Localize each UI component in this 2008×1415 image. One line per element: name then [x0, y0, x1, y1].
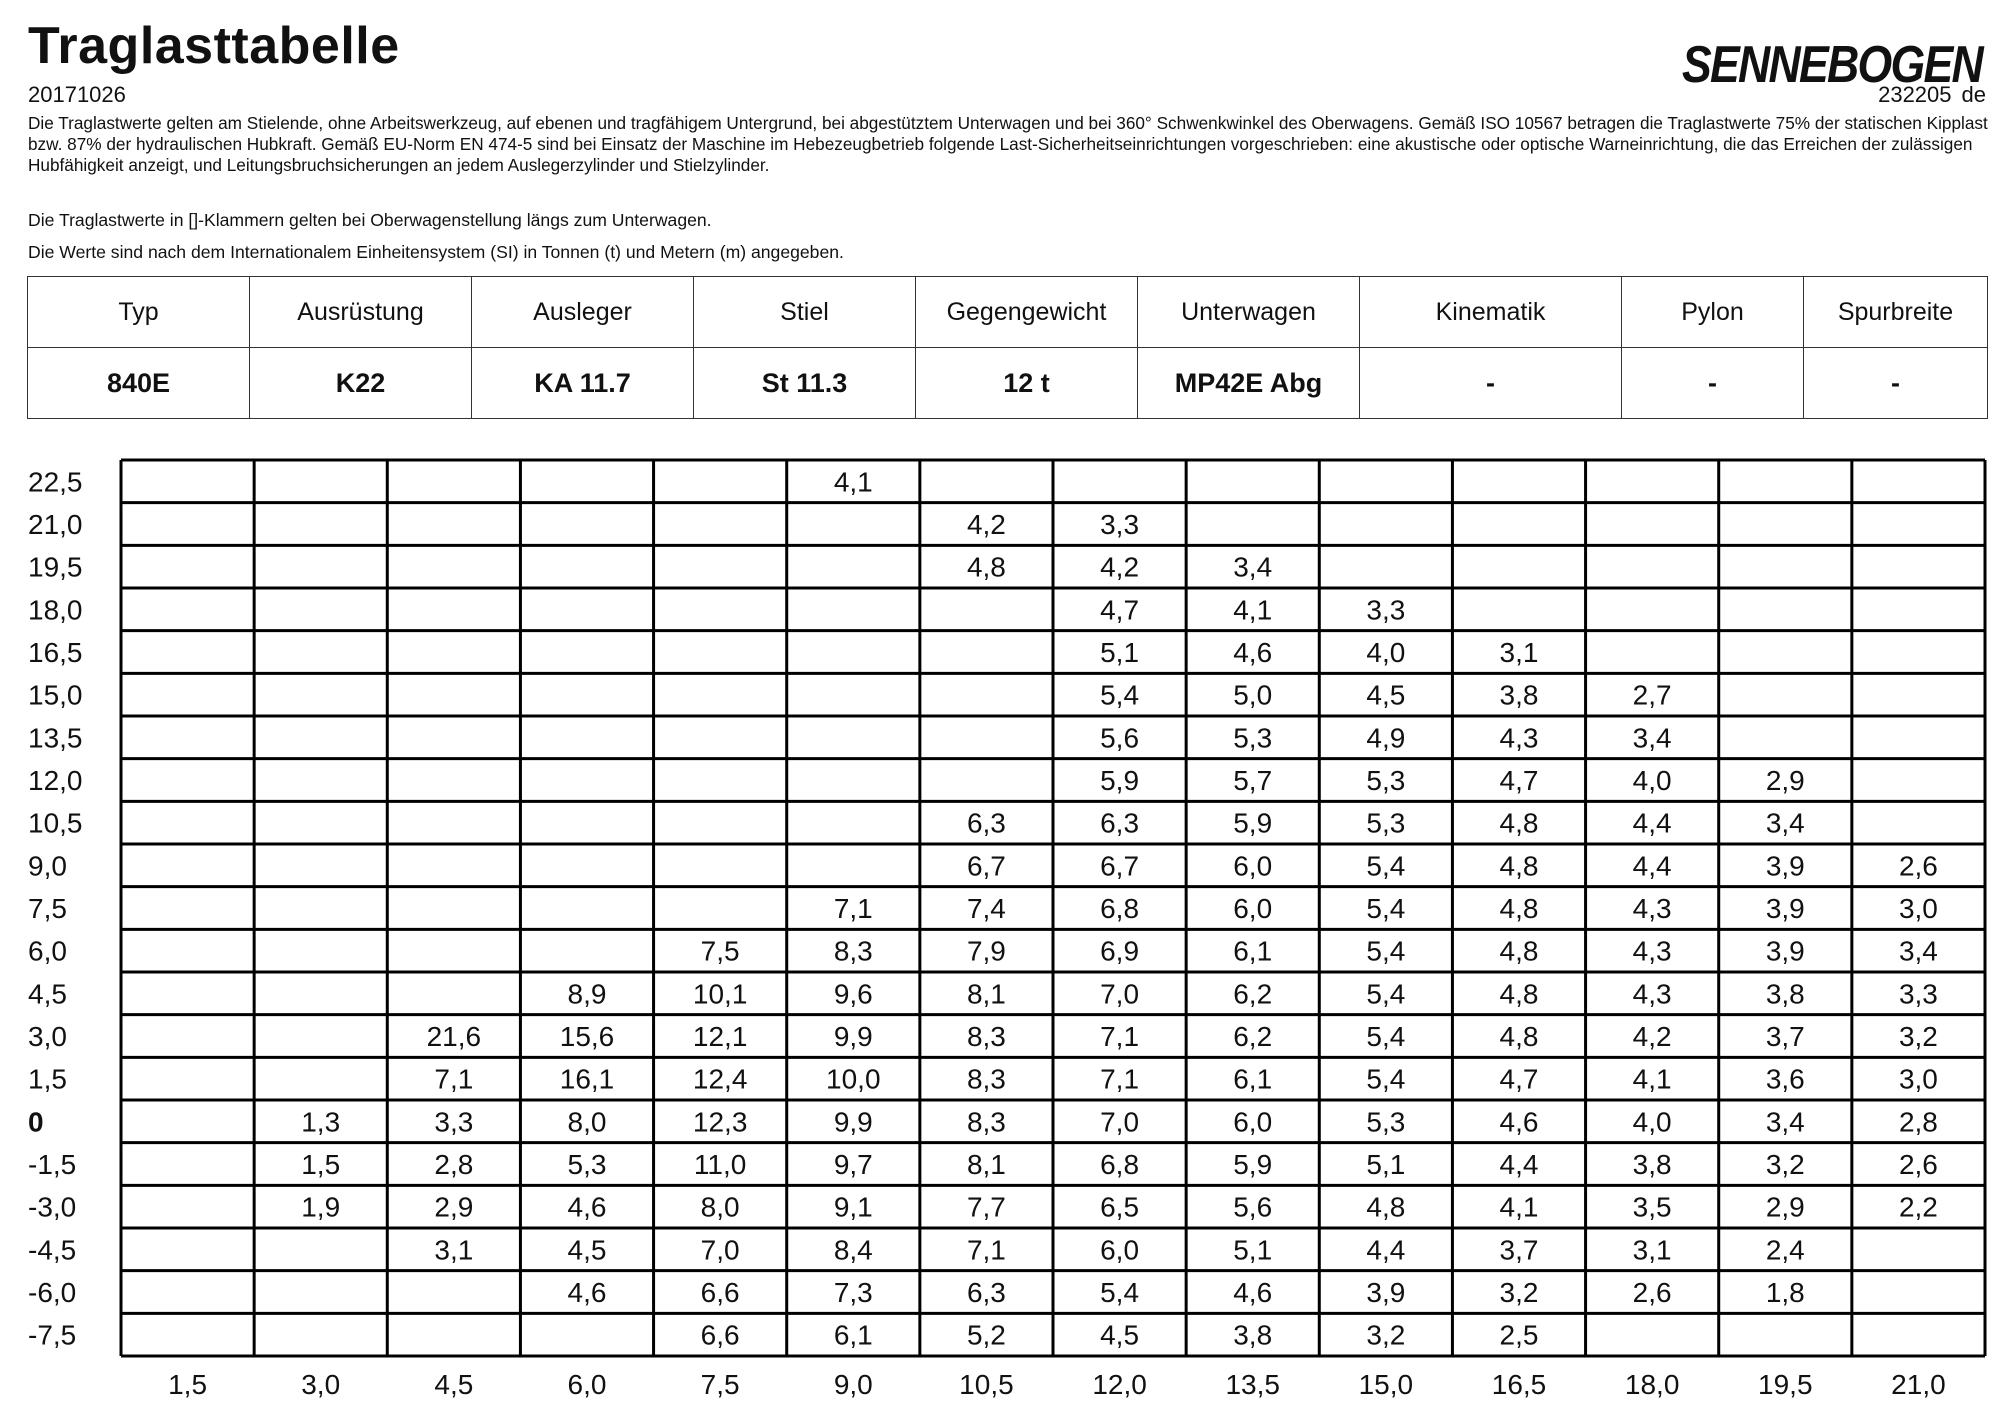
load-value: 8,3: [966, 1063, 1006, 1095]
load-value: 6,1: [833, 1319, 873, 1351]
load-value: 4,8: [1499, 978, 1539, 1010]
load-value: 3,4: [1632, 722, 1672, 754]
load-value: 4,4: [1499, 1149, 1539, 1180]
spec-value-cell: 12 t: [916, 348, 1138, 419]
load-value: 5,3: [567, 1149, 607, 1180]
load-value: 5,9: [1233, 1149, 1273, 1180]
load-value: 8,3: [966, 1021, 1006, 1052]
load-value: 6,6: [700, 1277, 740, 1308]
y-axis-label: 15,0: [28, 679, 83, 711]
load-value: 4,3: [1499, 722, 1539, 754]
load-value: 3,3: [1100, 509, 1140, 540]
load-value: 2,9: [1765, 765, 1805, 796]
load-value: 3,5: [1632, 1191, 1672, 1223]
load-value: 6,5: [1100, 1191, 1140, 1223]
load-value: 7,0: [700, 1234, 740, 1266]
load-value: 7,0: [1100, 978, 1140, 1010]
load-value: 4,8: [1499, 935, 1539, 967]
document-id: 232205: [1878, 82, 1952, 107]
intro-text: Die Traglastwerte gelten am Stielende, ohne Arbeitswerkzeug, auf ebenen und tragfähigem Untergrund, bei abgestütztem Unterwagen und bei 360° Schwenkwinkel des Oberwagens. Gemäß ISO 10567 betragen die Traglastwerte 75% der statischen Kipplast bzw. 87% der hydraulischen Hubkraft. Gemäß EU-Norm EN 474-5 sind bei Einsatz der Maschine im Hebezeugbetrieb folgende Last-Sicherheitseinrichtungen vorgeschrieben: eine akustische oder optische Warneinrichtung, die das Erreichen der zulässigen Hubfähigkeit anzeigt, und Leitungsbruchsicherungen an jedem Auslegerzylinder und Stielzylinder.: [28, 113, 1988, 175]
spec-value-cell: MP42E Abg: [1138, 348, 1360, 419]
y-axis-label: -1,5: [28, 1149, 77, 1180]
load-value: 5,7: [1233, 765, 1273, 796]
load-value: 9,6: [833, 978, 873, 1010]
spec-header-cell: Typ: [28, 277, 250, 348]
spec-header-cell: Ausrüstung: [250, 277, 472, 348]
load-value: 7,7: [966, 1191, 1006, 1223]
load-value: 7,0: [1100, 1106, 1140, 1138]
load-value: 3,4: [1765, 1106, 1805, 1138]
load-value: 3,2: [1898, 1021, 1938, 1052]
load-value: 4,4: [1366, 1234, 1406, 1266]
load-value: 5,6: [1233, 1191, 1273, 1223]
load-value: 3,4: [1765, 807, 1805, 839]
y-axis-label: 18,0: [28, 594, 83, 626]
load-value: 3,9: [1366, 1277, 1406, 1308]
load-value: 4,5: [567, 1234, 607, 1266]
y-axis-label: 16,5: [28, 637, 83, 668]
load-value: 3,4: [1898, 935, 1938, 967]
x-axis-label: 6,0: [567, 1369, 607, 1400]
load-value: 4,3: [1632, 893, 1672, 924]
load-value: 6,0: [1233, 893, 1273, 924]
load-value: 7,3: [833, 1277, 873, 1308]
load-value: 9,9: [833, 1106, 873, 1138]
y-axis-label: 3,0: [28, 1021, 67, 1052]
spec-value-cell: KA 11.7: [472, 348, 694, 419]
load-value: 4,8: [1499, 807, 1539, 839]
load-value: 4,6: [1499, 1106, 1539, 1138]
load-value: 4,0: [1366, 637, 1406, 668]
load-value: 15,6: [559, 1021, 615, 1052]
load-value: 3,8: [1632, 1149, 1672, 1180]
load-value: 7,5: [700, 935, 740, 967]
load-value: 5,1: [1366, 1149, 1406, 1180]
load-value: 9,9: [833, 1021, 873, 1052]
spec-value-cell: St 11.3: [694, 348, 916, 419]
load-value: 4,0: [1632, 1106, 1672, 1138]
load-value: 1,8: [1765, 1277, 1805, 1308]
load-value: 3,3: [1898, 978, 1938, 1010]
spec-header-cell: Kinematik: [1360, 277, 1622, 348]
load-value: 4,3: [1632, 935, 1672, 967]
load-value: 2,2: [1898, 1191, 1938, 1223]
y-axis-label: -7,5: [28, 1319, 77, 1351]
y-axis-label: -4,5: [28, 1234, 77, 1266]
load-value: 6,1: [1233, 935, 1273, 967]
bracket-note: Die Traglastwerte in []-Klammern gelten bei Oberwagenstellung längs zum Unterwagen.: [28, 210, 712, 230]
load-value: 4,1: [1233, 594, 1273, 626]
load-value: 4,2: [966, 509, 1006, 540]
load-value: 4,7: [1499, 1063, 1539, 1095]
load-value: 5,1: [1233, 1234, 1273, 1266]
load-value: 5,6: [1100, 722, 1140, 754]
load-value: 7,1: [434, 1063, 474, 1095]
units-note: Die Werte sind nach dem Internationalem Einheitensystem (SI) in Tonnen (t) und Metern (m) angegeben.: [28, 242, 844, 262]
load-value: 3,4: [1233, 551, 1273, 583]
x-axis-label: 12,0: [1092, 1369, 1147, 1400]
load-value: 5,4: [1366, 893, 1406, 924]
load-value: 7,9: [966, 935, 1006, 967]
load-value: 5,4: [1100, 1277, 1140, 1308]
load-value: 11,0: [693, 1149, 747, 1180]
y-axis-label: 1,5: [28, 1063, 67, 1095]
load-value: 8,3: [966, 1106, 1006, 1138]
load-value: 3,1: [434, 1234, 474, 1266]
y-axis-label: 22,5: [28, 466, 83, 498]
load-value: 4,5: [1100, 1319, 1140, 1351]
load-value: 4,8: [1499, 1021, 1539, 1052]
y-axis-label: 12,0: [28, 765, 83, 796]
load-value: 3,1: [1632, 1234, 1672, 1266]
load-value: 4,6: [1233, 637, 1273, 668]
load-value: 6,6: [700, 1319, 740, 1351]
y-axis-label: -6,0: [28, 1277, 77, 1308]
load-value: 3,7: [1499, 1234, 1539, 1266]
spec-value-cell: 840E: [28, 348, 250, 419]
load-value: 4,9: [1366, 722, 1406, 754]
svg-text:SENNEBOGEN: SENNEBOGEN: [1682, 36, 1985, 94]
load-value: 4,2: [1632, 1021, 1672, 1052]
load-value: 3,6: [1765, 1063, 1805, 1095]
load-value: 5,4: [1366, 1063, 1406, 1095]
load-value: 4,7: [1100, 594, 1140, 626]
load-value: 3,2: [1366, 1319, 1406, 1351]
load-value: 4,4: [1632, 850, 1672, 882]
load-value: 7,4: [966, 893, 1006, 924]
spec-value-cell: -: [1360, 348, 1622, 419]
load-value: 5,3: [1233, 722, 1273, 754]
load-value: 6,7: [966, 850, 1006, 882]
page-title: Traglasttabelle: [28, 17, 400, 75]
x-axis-label: 7,5: [700, 1369, 740, 1400]
load-value: 5,4: [1366, 935, 1406, 967]
load-value: 5,0: [1233, 679, 1273, 711]
load-value: 1,9: [301, 1191, 341, 1223]
load-value: 5,3: [1366, 807, 1406, 839]
load-value: 7,1: [1100, 1063, 1140, 1095]
load-value: 16,1: [559, 1063, 615, 1095]
load-value: 4,8: [1499, 893, 1539, 924]
load-value: 5,3: [1366, 765, 1406, 796]
load-value: 1,3: [301, 1106, 341, 1138]
x-axis-label: 9,0: [833, 1369, 873, 1400]
load-value: 6,3: [1100, 807, 1140, 839]
load-value: 4,8: [966, 551, 1006, 583]
load-value: 2,6: [1898, 1149, 1938, 1180]
load-value: 10,0: [826, 1063, 881, 1095]
load-value: 6,1: [1233, 1063, 1273, 1095]
load-value: 10,1: [692, 978, 748, 1010]
load-value: 2,8: [434, 1149, 474, 1180]
y-axis-label: 6,0: [28, 935, 67, 967]
load-value: 4,1: [833, 466, 873, 498]
load-value: 4,6: [567, 1277, 607, 1308]
load-value: 5,9: [1233, 807, 1273, 839]
spec-value-cell: -: [1804, 348, 1988, 419]
load-value: 5,4: [1100, 679, 1140, 711]
x-axis-label: 19,5: [1758, 1369, 1813, 1400]
load-value: 21,6: [426, 1021, 482, 1052]
spec-header-cell: Gegengewicht: [916, 277, 1138, 348]
load-value: 3,9: [1765, 850, 1805, 882]
load-value: 3,2: [1765, 1149, 1805, 1180]
x-axis-label: 10,5: [959, 1369, 1014, 1400]
y-axis-label: 7,5: [28, 893, 67, 924]
load-value: 12,4: [692, 1063, 748, 1095]
load-value: 6,2: [1233, 1021, 1273, 1052]
language-code: de: [1961, 82, 1986, 107]
load-value: 3,8: [1499, 679, 1539, 711]
load-value: 5,1: [1100, 637, 1140, 668]
load-value: 6,2: [1233, 978, 1273, 1010]
load-value: 8,1: [966, 1149, 1006, 1180]
load-value: 7,1: [833, 893, 873, 924]
load-value: 1,5: [301, 1149, 341, 1180]
load-value: 4,4: [1632, 807, 1672, 839]
load-value: 6,0: [1233, 1106, 1273, 1138]
load-value: 5,2: [966, 1319, 1006, 1351]
load-value: 4,2: [1100, 551, 1140, 583]
load-value: 6,7: [1100, 850, 1140, 882]
load-value: 5,9: [1100, 765, 1140, 796]
load-value: 8,0: [567, 1106, 607, 1138]
x-axis-label: 15,0: [1358, 1369, 1414, 1400]
x-axis-label: 13,5: [1225, 1369, 1280, 1400]
load-value: 12,1: [692, 1021, 748, 1052]
load-value: 7,1: [1100, 1021, 1140, 1052]
load-value: 6,0: [1100, 1234, 1140, 1266]
load-value: 3,9: [1765, 935, 1805, 967]
y-axis-label: -3,0: [28, 1191, 77, 1223]
spec-header-cell: Pylon: [1622, 277, 1804, 348]
y-axis-label: 13,5: [28, 722, 83, 754]
load-value: 6,3: [966, 1277, 1006, 1308]
spec-value-cell: K22: [250, 348, 472, 419]
load-value: 5,4: [1366, 978, 1406, 1010]
x-axis-label: 18,0: [1624, 1369, 1680, 1400]
load-value: 6,0: [1233, 850, 1273, 882]
load-value: 4,6: [1233, 1277, 1273, 1308]
y-axis-label: 10,5: [28, 807, 83, 839]
spec-value-cell: -: [1622, 348, 1804, 419]
load-value: 3,2: [1499, 1277, 1539, 1308]
load-value: 4,7: [1499, 765, 1539, 796]
load-value: 3,9: [1765, 893, 1805, 924]
x-axis-label: 3,0: [301, 1369, 341, 1400]
load-value: 6,3: [966, 807, 1006, 839]
load-value: 4,0: [1632, 765, 1672, 796]
x-axis-label: 21,0: [1891, 1369, 1946, 1400]
load-value: 8,9: [567, 978, 607, 1010]
load-value: 2,8: [1898, 1106, 1938, 1138]
load-value: 5,3: [1366, 1106, 1406, 1138]
spec-header-cell: Stiel: [694, 277, 916, 348]
load-value: 3,8: [1233, 1319, 1273, 1351]
load-value: 2,5: [1499, 1319, 1539, 1351]
load-value: 2,7: [1632, 679, 1672, 711]
load-value: 7,1: [966, 1234, 1006, 1266]
y-axis-label: 9,0: [28, 850, 67, 882]
load-value: 6,9: [1100, 935, 1140, 967]
load-value: 3,3: [1366, 594, 1406, 626]
spec-header-cell: Unterwagen: [1138, 277, 1360, 348]
load-value: 3,8: [1765, 978, 1805, 1010]
y-axis-label: 4,5: [28, 978, 67, 1010]
y-axis-label: 21,0: [28, 509, 83, 540]
load-value: 8,4: [833, 1234, 873, 1266]
load-value: 8,1: [966, 978, 1006, 1010]
load-value: 9,1: [833, 1191, 873, 1223]
load-value: 2,9: [434, 1191, 474, 1223]
load-value: 4,1: [1632, 1063, 1672, 1095]
load-value: 6,8: [1100, 1149, 1140, 1180]
load-value: 12,3: [692, 1106, 748, 1138]
y-axis-label: 0: [28, 1106, 44, 1138]
load-value: 3,1: [1499, 637, 1539, 668]
y-axis-label: 19,5: [28, 551, 83, 583]
x-axis-label: 1,5: [168, 1369, 208, 1400]
x-axis-label: 16,5: [1491, 1369, 1547, 1400]
load-value: 5,4: [1366, 1021, 1406, 1052]
document-date: 20171026: [28, 82, 126, 107]
load-value: 3,0: [1898, 893, 1938, 924]
spec-header-cell: Ausleger: [472, 277, 694, 348]
load-value: 4,1: [1499, 1191, 1539, 1223]
load-value: 3,3: [434, 1106, 474, 1138]
load-value: 8,0: [700, 1191, 740, 1223]
load-value: 3,7: [1765, 1021, 1805, 1052]
load-value: 4,3: [1632, 978, 1672, 1010]
load-value: 4,8: [1366, 1191, 1406, 1223]
load-value: 8,3: [833, 935, 873, 967]
load-value: 2,6: [1632, 1277, 1672, 1308]
load-value: 5,4: [1366, 850, 1406, 882]
load-value: 3,0: [1898, 1063, 1938, 1095]
load-value: 9,7: [833, 1149, 873, 1180]
load-value: 2,4: [1765, 1234, 1805, 1266]
load-value: 4,5: [1366, 679, 1406, 711]
load-value: 4,6: [567, 1191, 607, 1223]
load-value: 2,6: [1898, 850, 1938, 882]
load-value: 4,8: [1499, 850, 1539, 882]
load-value: 6,8: [1100, 893, 1140, 924]
spec-header-cell: Spurbreite: [1804, 277, 1988, 348]
load-value: 2,9: [1765, 1191, 1805, 1223]
x-axis-label: 4,5: [434, 1369, 474, 1400]
